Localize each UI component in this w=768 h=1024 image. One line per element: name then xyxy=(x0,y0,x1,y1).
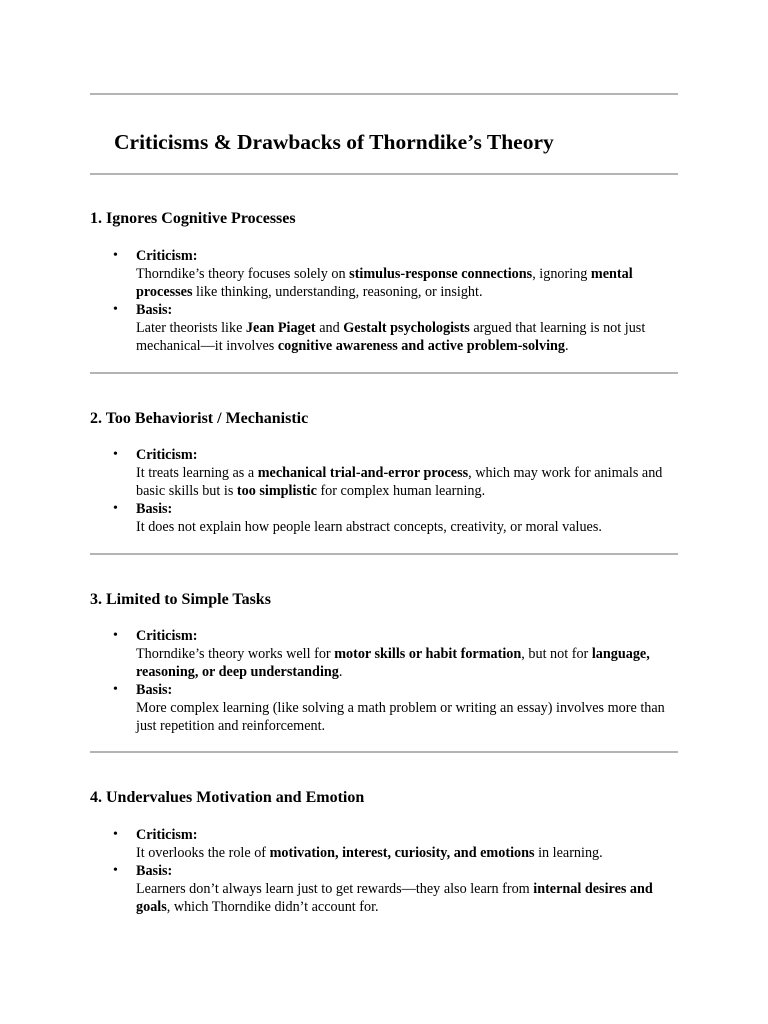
bullet-list xyxy=(90,627,680,735)
basis-label: • Basis: xyxy=(136,501,173,517)
divider xyxy=(90,751,678,753)
criticism-item xyxy=(90,627,680,681)
body-text: , ignoring xyxy=(532,266,591,282)
emphasis-text: Gestalt psychologists xyxy=(343,320,470,336)
divider xyxy=(90,372,678,374)
emphasis-text: Jean Piaget xyxy=(245,320,316,336)
basis-label: • Basis: xyxy=(136,302,173,318)
criticism-item xyxy=(90,247,680,301)
body-text: It treats learning as a xyxy=(136,465,258,481)
body-text: . xyxy=(338,664,343,680)
body-text: It overlooks the role of xyxy=(136,845,270,861)
divider xyxy=(90,553,678,555)
emphasis-text: cognitive awareness and active problem-solving xyxy=(277,338,566,354)
criticism-text xyxy=(136,844,680,862)
page-title: Criticisms & Drawbacks of Thorndike’s Theory xyxy=(114,130,554,154)
criticism-label: • Criticism: xyxy=(136,827,198,843)
bullet-list xyxy=(90,247,680,355)
basis-item xyxy=(90,301,680,355)
body-text: . xyxy=(565,338,569,354)
body-text: It does not explain how people learn abstract concepts, creativity, or moral values. xyxy=(136,519,602,535)
criticism-item xyxy=(90,826,680,862)
body-text: , but not for xyxy=(521,646,592,662)
divider xyxy=(90,93,678,95)
emphasis-text: language, reasoning, or deep understanding xyxy=(136,646,650,680)
basis-item xyxy=(90,681,680,735)
emphasis-text: mechanical trial-and-error process xyxy=(257,465,469,481)
emphasis-text: motor skills or habit formation xyxy=(334,646,522,662)
section-heading: 1. Ignores Cognitive Processes xyxy=(90,210,296,227)
body-text: , which may work for animals and basic skills but is xyxy=(136,465,663,499)
criticism-label: • Criticism: xyxy=(136,447,198,463)
basis-label: • Basis: xyxy=(136,682,173,698)
body-text: , which Thorndike didn’t account for. xyxy=(166,899,379,915)
body-text: argued that learning is not just mechanical—it involves xyxy=(136,320,646,354)
body-text: Thorndike’s theory works well for xyxy=(136,646,335,662)
body-text: Learners don’t always learn just to get rewards—they also learn from xyxy=(136,881,534,897)
criticism-text xyxy=(136,464,680,500)
criticism-text xyxy=(136,645,680,681)
emphasis-text: internal desires and goals xyxy=(136,881,653,915)
basis-item xyxy=(90,500,680,536)
emphasis-text: mental processes xyxy=(136,266,633,300)
body-text: and xyxy=(315,320,344,336)
body-text: like thinking, understanding, reasoning, or insight. xyxy=(192,284,483,300)
section-heading: 2. Too Behaviorist / Mechanistic xyxy=(90,410,309,427)
basis-text xyxy=(136,880,680,916)
basis-label: • Basis: xyxy=(136,863,173,879)
divider xyxy=(90,173,678,175)
section-heading: 4. Undervalues Motivation and Emotion xyxy=(90,789,365,806)
emphasis-text: motivation, interest, curiosity, and emotions xyxy=(269,845,535,861)
section-heading: 3. Limited to Simple Tasks xyxy=(90,591,271,608)
body-text: More complex learning (like solving a math problem or writing an essay) involves more than just repetition and reinforcement. xyxy=(136,700,665,734)
body-text: Thorndike’s theory focuses solely on xyxy=(136,266,350,282)
basis-text xyxy=(136,518,680,536)
body-text: Later theorists like xyxy=(136,320,246,336)
emphasis-text: stimulus-response connections xyxy=(349,266,533,282)
criticism-text xyxy=(136,265,680,301)
basis-item xyxy=(90,862,680,916)
criticism-label: • Criticism: xyxy=(136,628,198,644)
emphasis-text: too simplistic xyxy=(236,483,317,499)
bullet-list xyxy=(90,446,680,536)
basis-text xyxy=(136,699,680,735)
body-text: for complex human learning. xyxy=(316,483,486,499)
body-text: in learning. xyxy=(534,845,603,861)
criticism-item xyxy=(90,446,680,500)
basis-text xyxy=(136,319,680,355)
criticism-label: • Criticism: xyxy=(136,248,198,264)
bullet-list xyxy=(90,826,680,916)
